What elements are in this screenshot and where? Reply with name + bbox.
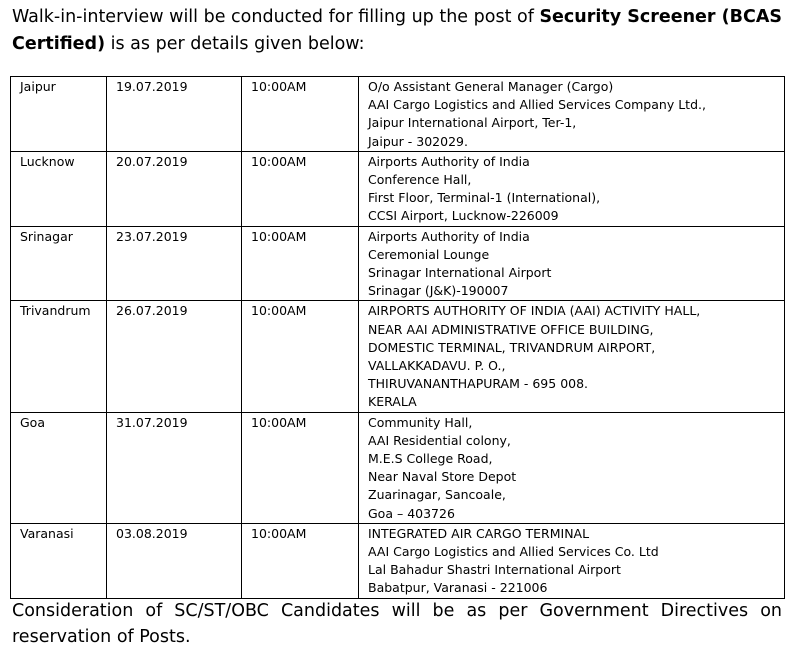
venue-line: VALLAKKADAVU. P. O., <box>368 358 506 374</box>
table-row <box>11 412 785 523</box>
city-cell: Lucknow <box>11 151 107 226</box>
venue-line: O/o Assistant General Manager (Cargo) <box>368 79 614 94</box>
date-cell: 20.07.2019 <box>107 151 242 226</box>
venue-line: Airports Authority of India <box>368 228 530 244</box>
table-row <box>11 77 785 152</box>
intro-suffix: is as per details given below: <box>105 34 365 54</box>
venue-cell <box>359 226 785 301</box>
venue-line: AIRPORTS AUTHORITY OF INDIA (AAI) ACTIVITY HALL, <box>368 303 701 319</box>
city-cell: Srinagar <box>11 226 107 301</box>
venue-line: Community Hall, <box>368 414 473 430</box>
city-cell: Varanasi <box>11 523 107 598</box>
venue-cell <box>359 151 785 226</box>
city-cell: Jaipur <box>11 77 107 152</box>
venue-line: M.E.S College Road, <box>368 451 493 467</box>
venue-line: Ceremonial Lounge <box>368 246 490 262</box>
date-cell: 19.07.2019 <box>107 77 242 152</box>
venue-cell <box>359 412 785 523</box>
venue-line: NEAR AAI ADMINISTRATIVE OFFICE BUILDING, <box>368 321 654 337</box>
venue-line: Near Naval Store Depot <box>368 469 517 485</box>
intro-paragraph <box>12 4 782 58</box>
interview-schedule-table <box>10 76 785 599</box>
time-cell: 10:00AM <box>242 77 359 152</box>
time-cell: 10:00AM <box>242 151 359 226</box>
venue-line: Babatpur, Varanasi - 221006 <box>368 580 548 596</box>
venue-line: AAI Residential colony, <box>368 432 511 448</box>
venue-line: Lal Bahadur Shastri International Airport <box>368 562 621 578</box>
venue-line: Conference Hall, <box>368 172 472 188</box>
venue-line: CCSI Airport, Lucknow-226009 <box>368 208 559 224</box>
time-cell: 10:00AM <box>242 301 359 412</box>
footer-note: Consideration of SC/ST/OBC Candidates will be as per Government Directives on reservation of Posts. <box>12 601 782 647</box>
venue-cell <box>359 301 785 412</box>
table-row <box>11 151 785 226</box>
venue-line: AAI Cargo Logistics and Allied Services Co. Ltd <box>368 544 659 560</box>
time-cell: 10:00AM <box>242 412 359 523</box>
venue-line: Srinagar International Airport <box>368 265 552 281</box>
table-row <box>11 523 785 598</box>
post-title: Security Screener (BCAS Certified) <box>12 7 782 54</box>
venue-line: Goa – 403726 <box>368 505 455 521</box>
venue-cell <box>359 523 785 598</box>
date-cell: 26.07.2019 <box>107 301 242 412</box>
venue-line: Airports Authority of India <box>368 153 530 169</box>
venue-line: AAI Cargo Logistics and Allied Services Company Ltd., <box>368 97 706 113</box>
table-row <box>11 301 785 412</box>
venue-line: KERALA <box>368 394 417 410</box>
venue-cell <box>359 77 785 152</box>
venue-line: Zuarinagar, Sancoale, <box>368 487 506 503</box>
city-cell: Goa <box>11 412 107 523</box>
venue-line: THIRUVANANTHAPURAM - 695 008. <box>368 376 589 392</box>
time-cell: 10:00AM <box>242 226 359 301</box>
venue-line: Jaipur - 302029. <box>368 133 468 149</box>
venue-line: DOMESTIC TERMINAL, TRIVANDRUM AIRPORT, <box>368 339 656 355</box>
date-cell: 03.08.2019 <box>107 523 242 598</box>
table-row <box>11 226 785 301</box>
date-cell: 23.07.2019 <box>107 226 242 301</box>
time-cell: 10:00AM <box>242 523 359 598</box>
city-cell: Trivandrum <box>11 301 107 412</box>
venue-line: INTEGRATED AIR CARGO TERMINAL <box>368 525 590 541</box>
schedule-body <box>11 77 785 599</box>
venue-line: Srinagar (J&K)-190007 <box>368 283 509 299</box>
date-cell: 31.07.2019 <box>107 412 242 523</box>
intro-prefix: Walk-in-interview will be conducted for filling up the post of <box>12 7 540 27</box>
venue-line: Jaipur International Airport, Ter-1, <box>368 115 577 131</box>
venue-line: First Floor, Terminal-1 (International), <box>368 190 601 206</box>
